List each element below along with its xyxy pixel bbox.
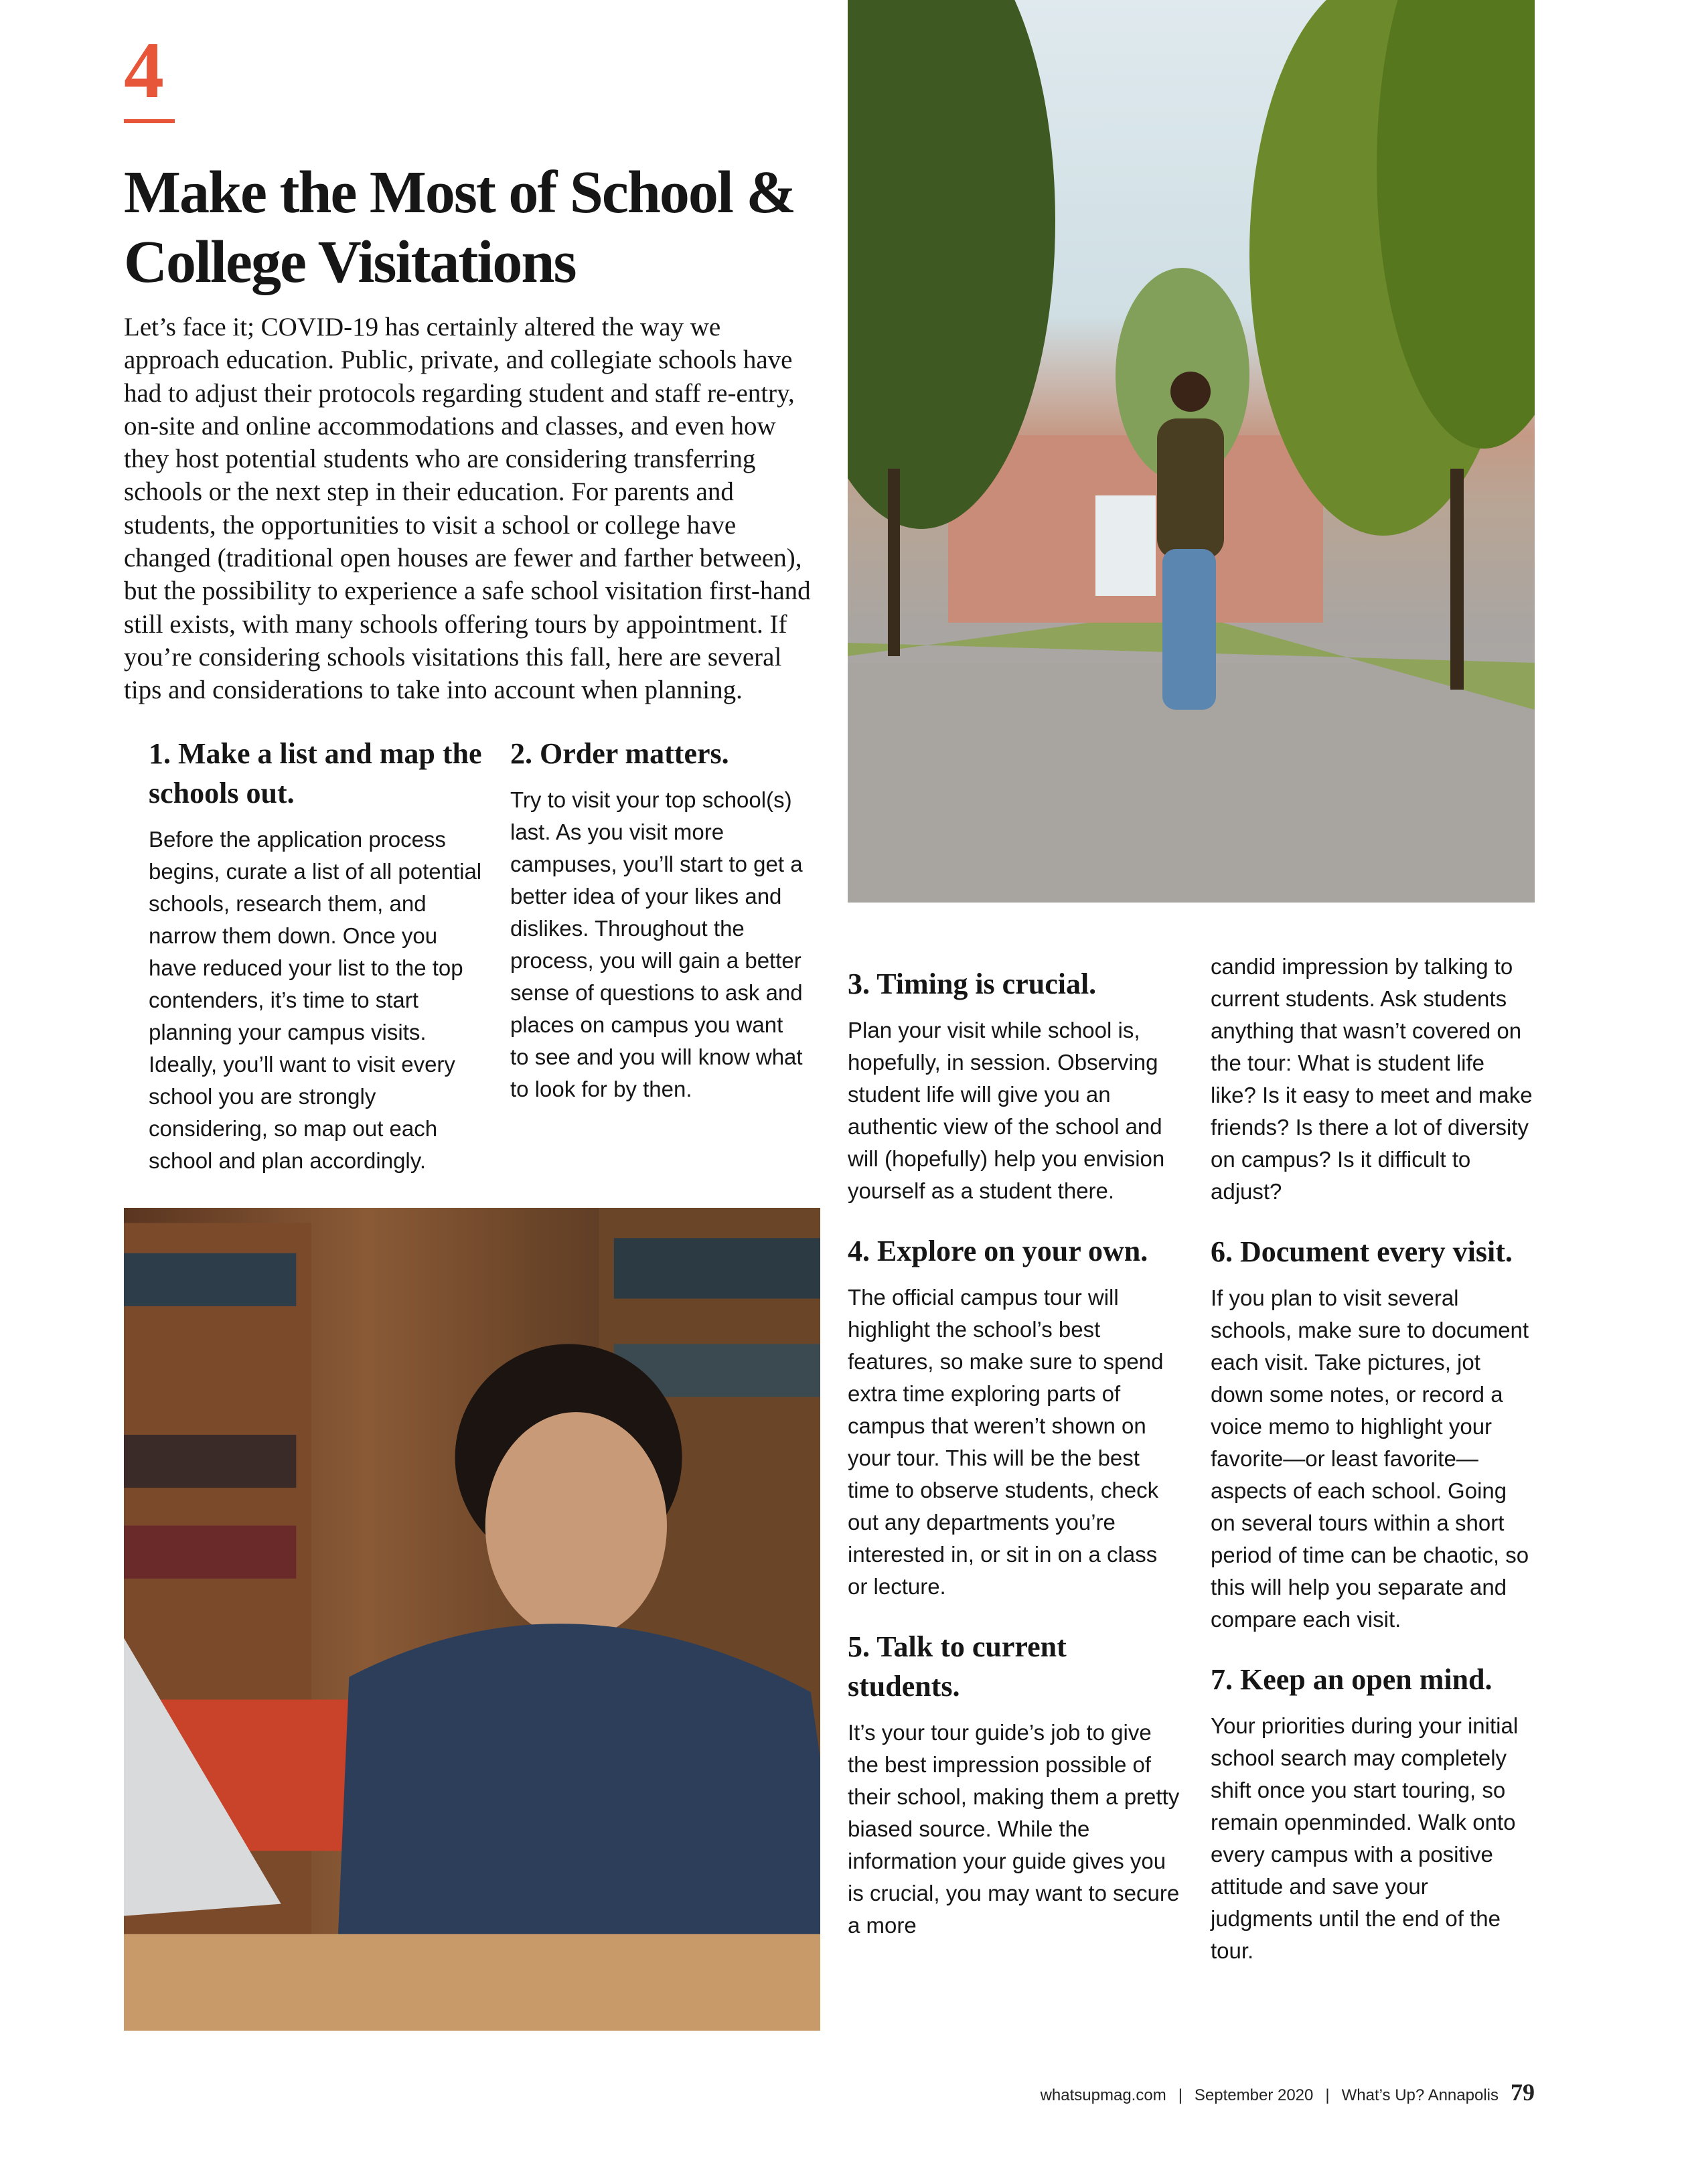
intro-paragraph: Let’s face it; COVID-19 has certainly altered the way we approach education. Public, private, and collegiate schools have had to adjust their protocols regarding student and staff re-entry, on-site and online accommodations and classes, and even how they host potential students who are considering transferring schools or the next step in their education. For parents and students, the opportunities to visit a school or college have changed (traditional open houses are fewer and farther between), but the possibility to experience a safe school visitation first-hand still exists, with many schools offering tours by appointment. If you’re considering schools visitations this fall, here are several tips and considerations to take into account when planning. xyxy=(124,313,811,705)
footer-issue: September 2020 xyxy=(1194,2086,1314,2104)
tip-heading: 7. Keep an open mind. xyxy=(1211,1663,1493,1696)
tip-heading: 2. Order matters. xyxy=(510,736,729,770)
tips-row-1-2 xyxy=(124,734,820,1201)
tip-body: Plan your visit while school is, hopefully, in session. Observing student life will give you an authentic view of the school and will (hopefully) help you envision yourself as a student there. xyxy=(848,1018,1165,1203)
tip-body: Before the application process begins, curate a list of all potential schools, research them, and narrow them down. Once you have reduced your list to the top contenders, it’s time to start planning your campus visits. Ideally, you’ll want to visit every school you are strongly considering, so map out each school and plan accordingly. xyxy=(149,826,482,1173)
tip-body: If you plan to visit several schools, make sure to document each visit. Take pictures, jot down some notes, or record a voice memo to highlight your favorite—or least favorite—aspects of each school. Going on several tours within a short period of time can be chaotic, so this will help you separate and compare each visit. xyxy=(1211,1285,1529,1632)
tip-body: Try to visit your top school(s) last. As you visit more campuses, you’ll start to get a better idea of your likes and dislikes. Throughout the process, you will gain a better sense of questions to ask and places on campus you want to see and you will know what to look for by then. xyxy=(510,787,803,1101)
tip-heading: 6. Document every visit. xyxy=(1211,1235,1513,1268)
tip-2 xyxy=(510,734,805,1201)
tip-heading: 3. Timing is crucial. xyxy=(848,967,1097,1000)
tip-5-continued: candid impression by talking to current students. Ask students anything that wasn’t covered on the tour: What is student life like? Is it easy to meet and make friends? Is there a lot of diversity on campus? Is it difficult to adjust? xyxy=(1211,954,1533,1204)
tip-column-4 xyxy=(1211,951,1535,1991)
tip-body: The official campus tour will highlight the school’s best features, so make sure to spend extra time exploring parts of campus that weren’t shown on your tour. This will be the best time to observe students, check out any departments you’re interested in, or sit in on a class or lecture. xyxy=(848,1285,1164,1599)
page-number: 79 xyxy=(1511,2079,1535,2106)
left-column xyxy=(124,27,820,2031)
tips-row-3-7 xyxy=(848,951,1535,1991)
footer-separator: | xyxy=(1178,2086,1182,2104)
accent-rule xyxy=(124,119,175,123)
tip-body: It’s your tour guide’s job to give the best impression possible of their school, making them a pretty biased source. While the information your guide gives you is crucial, you may want to secure a more xyxy=(848,1720,1180,1938)
page-footer xyxy=(1041,2078,1535,2106)
tip-body: Your priorities during your initial school search may completely shift once you start touring, so remain openminded. Walk onto every campus with a positive attitude and save your judgments until the end of the tour. xyxy=(1211,1713,1519,1963)
tip-heading: 5. Talk to current students. xyxy=(848,1630,1067,1703)
tip-column-3 xyxy=(848,951,1182,1991)
article-number: 4 xyxy=(124,25,164,114)
student-laptop-photo xyxy=(124,1208,820,2031)
footer-site: whatsupmag.com xyxy=(1040,2086,1166,2104)
right-column xyxy=(848,0,1535,2049)
footer-publication: What’s Up? Annapolis xyxy=(1341,2086,1499,2104)
article-title: Make the Most of School & College Visitations xyxy=(124,159,795,295)
tip-1 xyxy=(149,734,483,1201)
campus-walkway-photo xyxy=(848,0,1535,903)
tip-heading: 1. Make a list and map the schools out. xyxy=(149,736,482,809)
footer-separator: | xyxy=(1325,2086,1330,2104)
tip-heading: 4. Explore on your own. xyxy=(848,1235,1148,1267)
